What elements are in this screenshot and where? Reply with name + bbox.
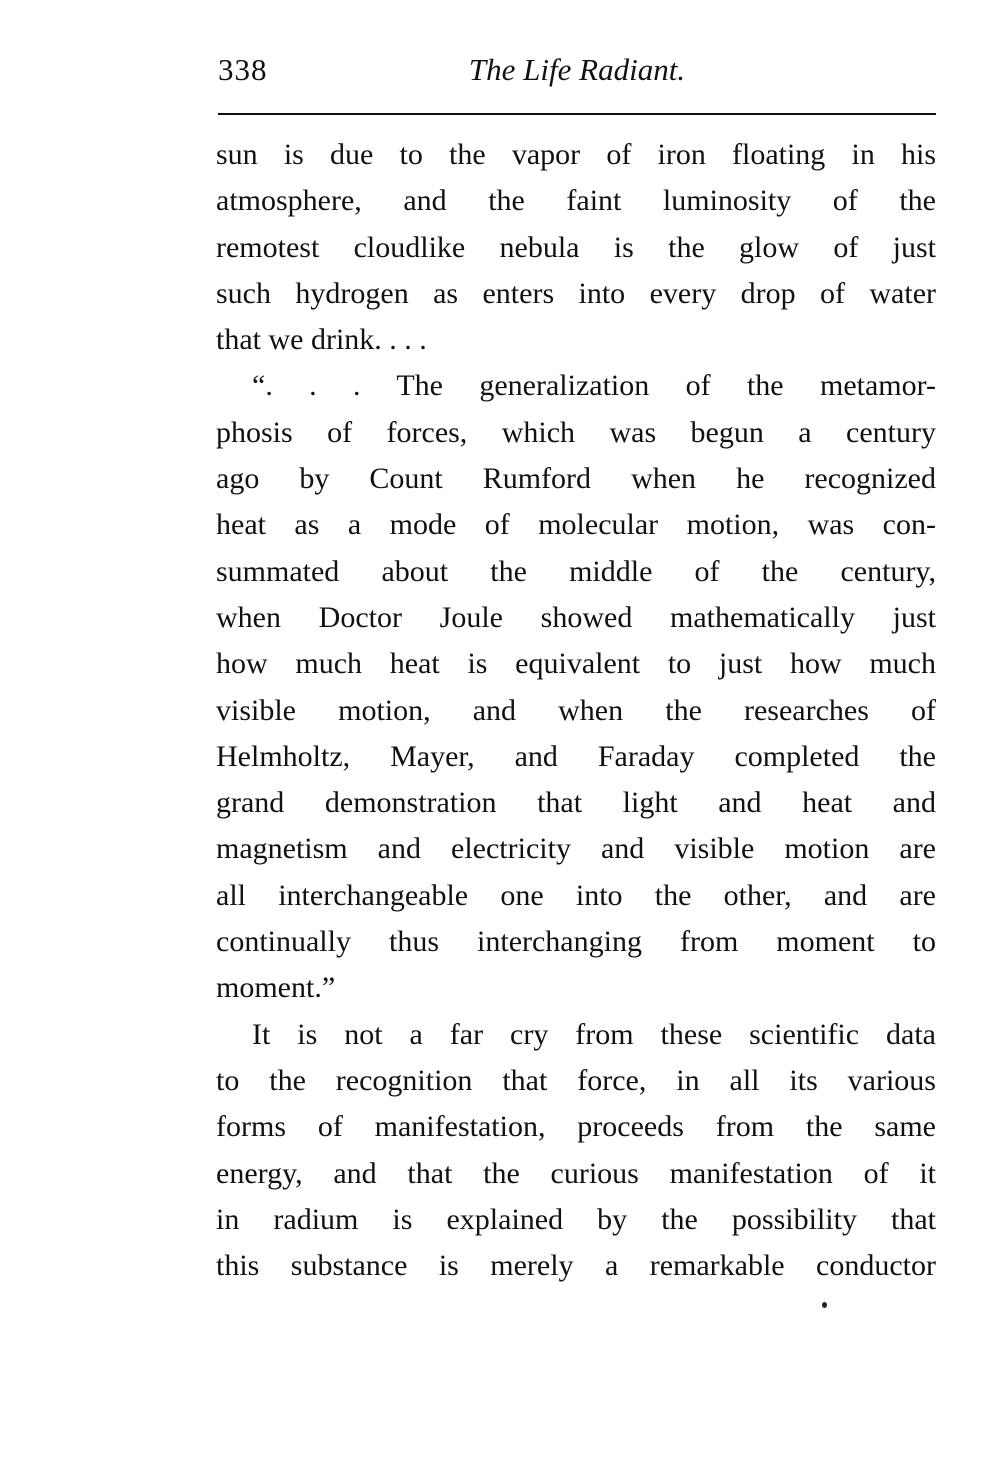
text-line: this substance is merely a remarkable conductor [216, 1249, 936, 1283]
text-line: It is not a far cry from these scientific data [252, 1017, 936, 1051]
text-line: to the recognition that force, in all its various [216, 1063, 936, 1097]
text-line: forms of manifestation, proceeds from the same [216, 1110, 936, 1144]
text-line: continually thus interchanging from moment to [216, 925, 936, 959]
header-rule [218, 113, 936, 115]
text-line: atmosphere, and the faint luminosity of the [216, 184, 936, 218]
paragraph-1 [216, 132, 936, 363]
text-line: ago by Count Rumford when he recognized [216, 462, 936, 496]
text-line: magnetism and electricity and visible motion are [216, 832, 936, 866]
paragraph-2-quotation [216, 363, 936, 1011]
text-line: Helmholtz, Mayer, and Faraday completed the [216, 739, 936, 773]
body-text [216, 132, 936, 1289]
text-line: energy, and that the curious manifestation of it [216, 1156, 936, 1190]
text-line: sun is due to the vapor of iron floating in his [216, 138, 936, 171]
text-line: such hydrogen as enters into every drop of water [216, 276, 936, 310]
text-line: visible motion, and when the researches of [216, 693, 936, 727]
text-line: all interchangeable one into the other, and are [216, 878, 936, 912]
page-header [218, 52, 936, 94]
text-line: in radium is explained by the possibility that [216, 1202, 936, 1236]
text-line: grand demonstration that light and heat and [216, 786, 936, 820]
text-line: summated about the middle of the century, [216, 554, 936, 588]
text-line: that we drink. . . . [216, 323, 427, 357]
text-line: heat as a mode of molecular motion, was con- [216, 508, 936, 542]
paragraph-3 [216, 1012, 936, 1290]
text-line: how much heat is equivalent to just how much [216, 647, 936, 681]
running-title: The Life Radiant. [468, 52, 686, 87]
page-number: 338 [218, 52, 268, 87]
text-line: moment.” [216, 971, 336, 1005]
text-line: phosis of forces, which was begun a century [216, 415, 936, 449]
text-line: remotest cloudlike nebula is the glow of just [216, 230, 936, 264]
text-line: when Doctor Joule showed mathematically just [216, 600, 936, 634]
ink-speck [822, 1302, 827, 1308]
text-line: “. . . The generalization of the metamor- [252, 369, 936, 403]
